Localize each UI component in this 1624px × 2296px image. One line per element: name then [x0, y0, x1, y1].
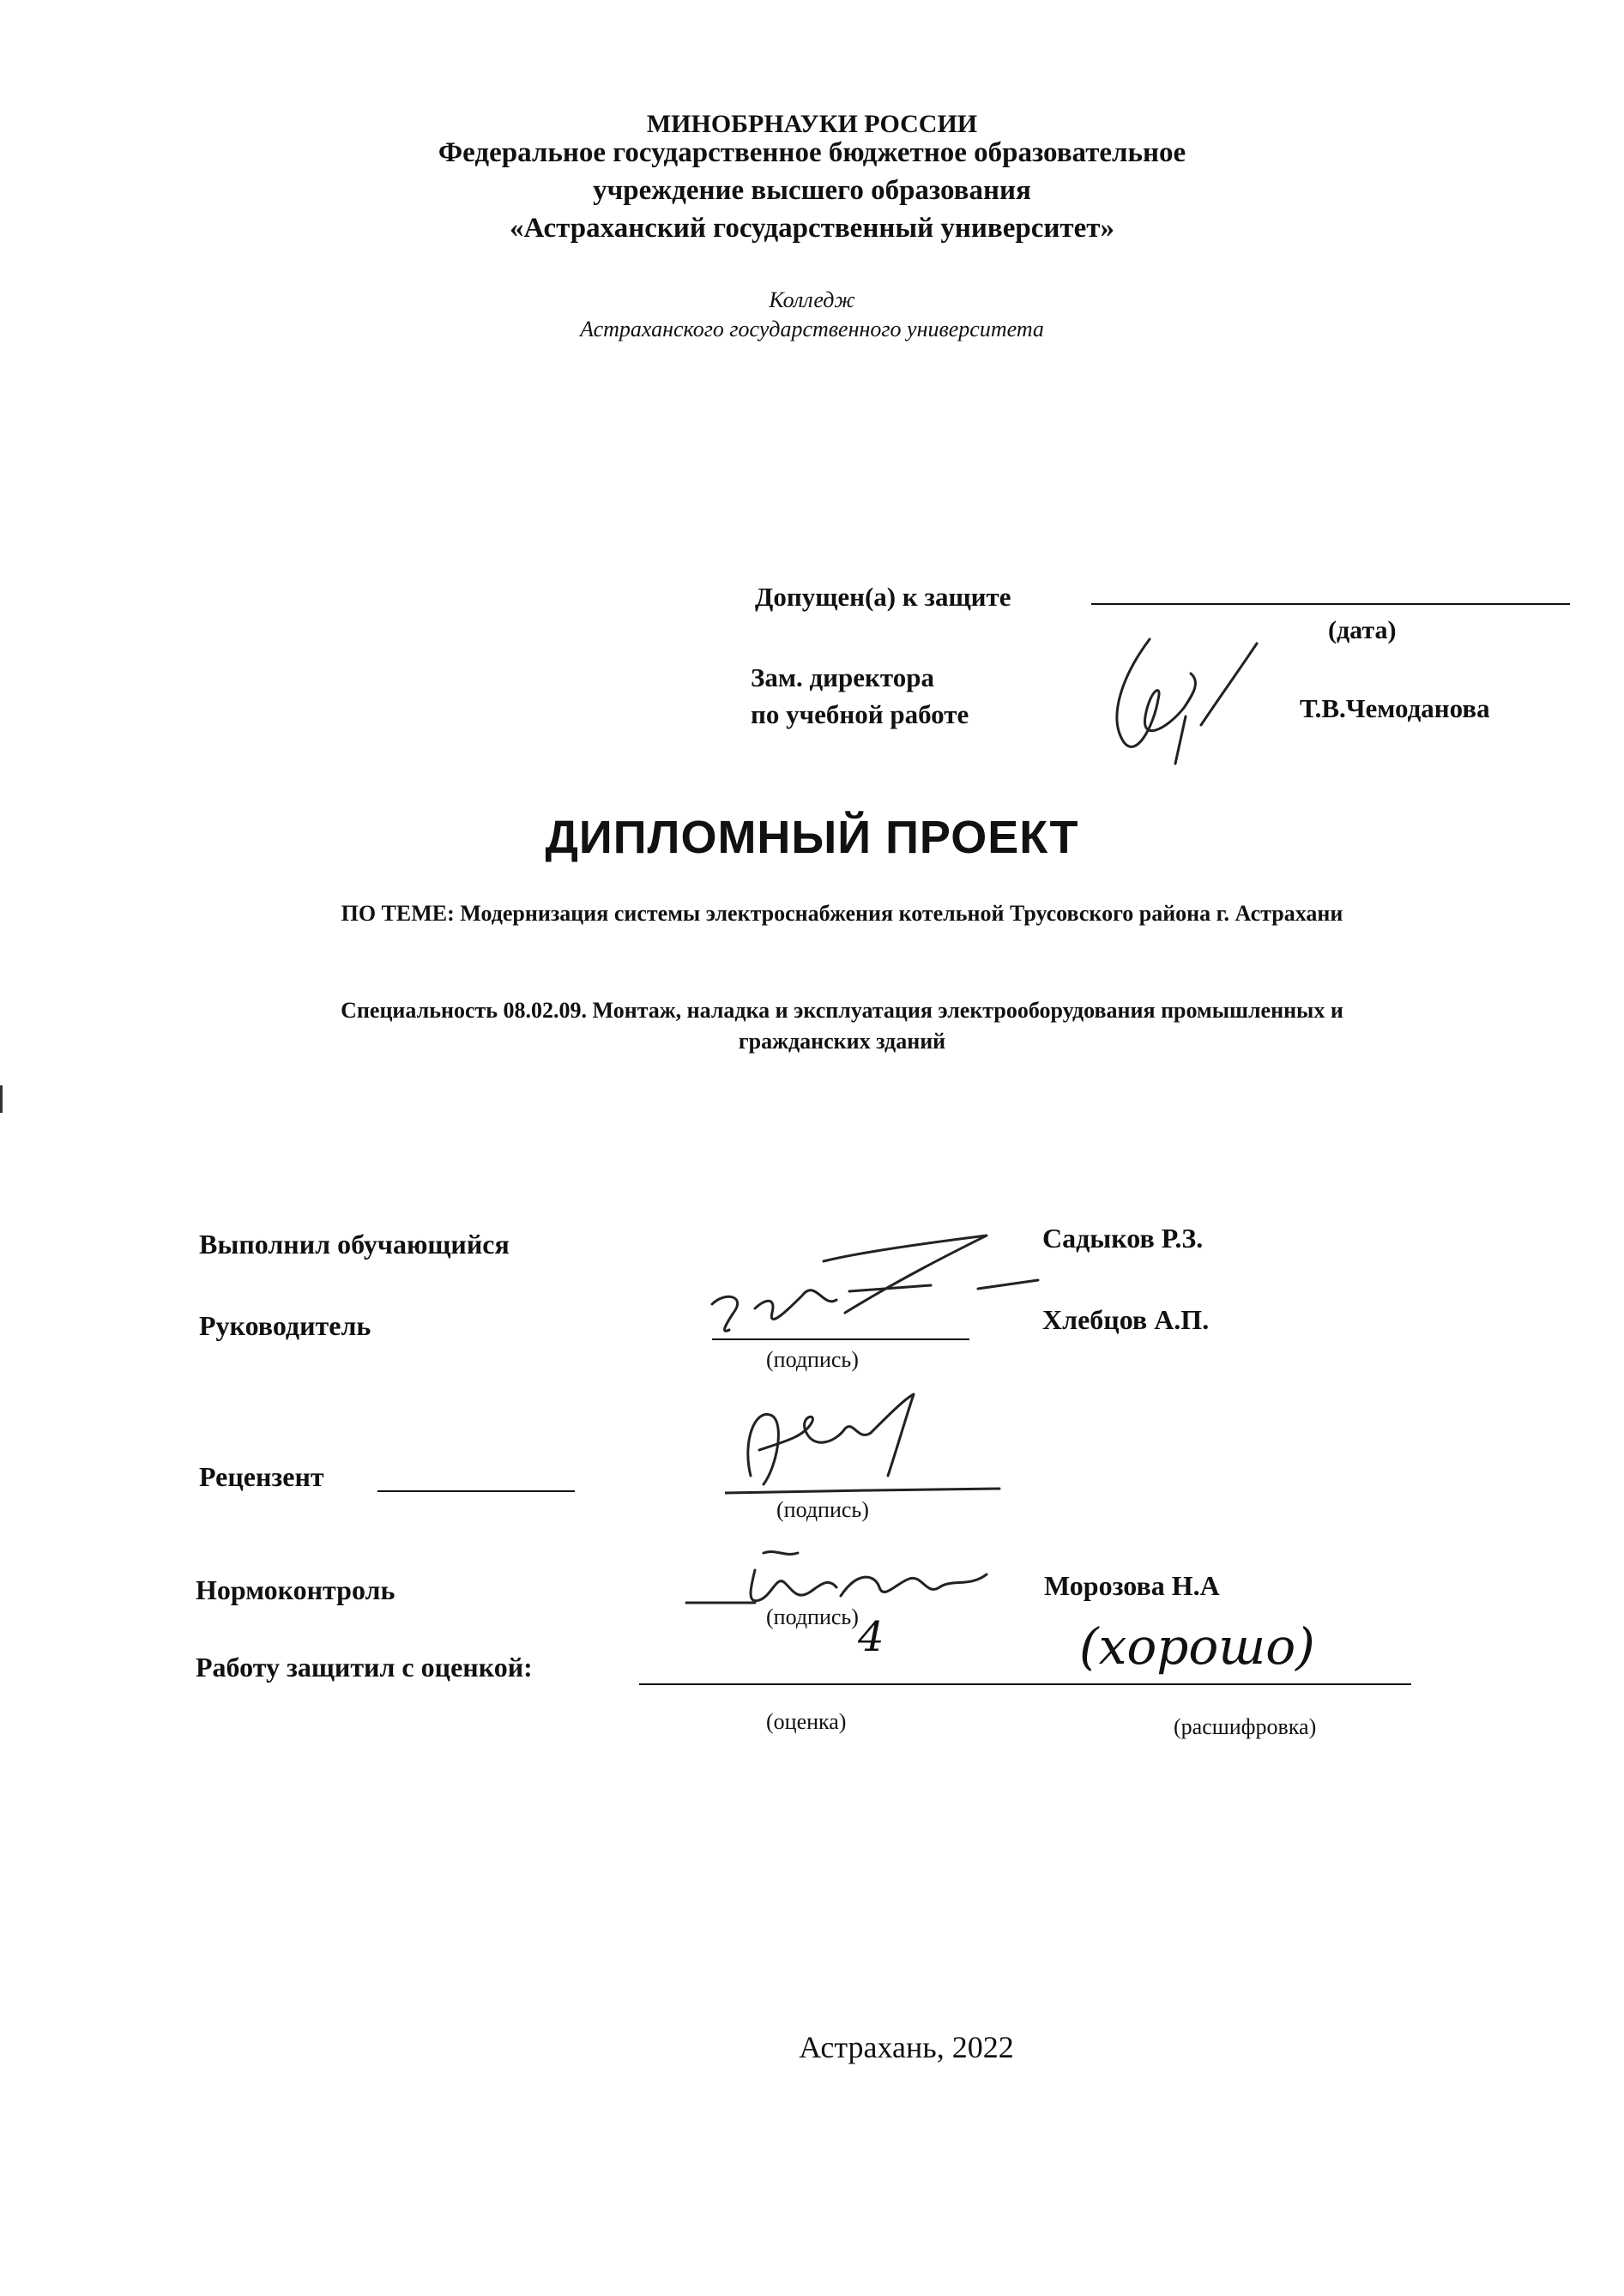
normcontrol-signature-caption: (подпись)	[766, 1604, 859, 1629]
student-name: Садыков Р.З.	[1042, 1223, 1204, 1254]
specialty-line-2: гражданских зданий	[738, 1029, 946, 1054]
supervisor-label: Руководитель	[199, 1310, 371, 1341]
institution-line-2: учреждение высшего образования	[593, 175, 1031, 206]
supervisor-name: Хлебцов А.П.	[1042, 1304, 1210, 1335]
date-caption: (дата)	[1328, 616, 1397, 644]
reviewer-signature-caption: (подпись)	[776, 1497, 869, 1522]
institution-line-1: Федеральное государственное бюджетное образовательное	[438, 137, 1186, 168]
ministry-name: МИНОБРНАУКИ РОССИИ	[646, 110, 978, 138]
scan-edge-mark	[0, 1085, 3, 1113]
document-title: ДИПЛОМНЫЙ ПРОЕКТ	[545, 812, 1079, 863]
city-year: Астрахань, 2022	[799, 2030, 1014, 2064]
grade-line	[639, 1683, 1411, 1685]
institution-line-3: «Астраханский государственный университет»	[510, 213, 1114, 244]
deputy-signature	[1090, 622, 1261, 768]
deputy-name: Т.В.Чемоданова	[1300, 693, 1490, 723]
admitted-label: Допущен(а) к защите	[755, 582, 1011, 612]
normcontrol-name: Морозова Н.А	[1044, 1570, 1220, 1601]
decode-caption: (расшифровка)	[1174, 1714, 1317, 1739]
reviewer-signature	[725, 1381, 1008, 1510]
project-topic: ПО ТЕМЕ: Модернизация системы электроснабжения котельной Трусовского района г. Астрахани	[341, 901, 1343, 926]
specialty-line-1: Специальность 08.02.09. Монтаж, наладка и эксплуатация электрооборудования промышленных и	[341, 998, 1343, 1023]
grade-text: (хорошо)	[1079, 1617, 1315, 1676]
college-line-2: Астраханского государственного университета	[580, 317, 1044, 341]
date-line	[1091, 603, 1570, 605]
grade-value: 4	[858, 1613, 884, 1661]
reviewer-label: Рецензент	[199, 1461, 324, 1492]
grade-label: Работу защитил с оценкой:	[196, 1652, 533, 1683]
deputy-title-line-1: Зам. директора	[751, 662, 934, 692]
supervisor-signature	[695, 1227, 1055, 1364]
reviewer-name-line	[377, 1490, 575, 1492]
college-line-1: Колледж	[769, 287, 855, 312]
supervisor-signature-line	[712, 1338, 969, 1340]
deputy-title-line-2: по учебной работе	[751, 699, 969, 729]
student-label: Выполнил обучающийся	[199, 1229, 510, 1260]
supervisor-signature-caption: (подпись)	[766, 1347, 859, 1372]
normcontrol-label: Нормоконтроль	[196, 1574, 395, 1605]
grade-caption: (оценка)	[766, 1709, 847, 1734]
